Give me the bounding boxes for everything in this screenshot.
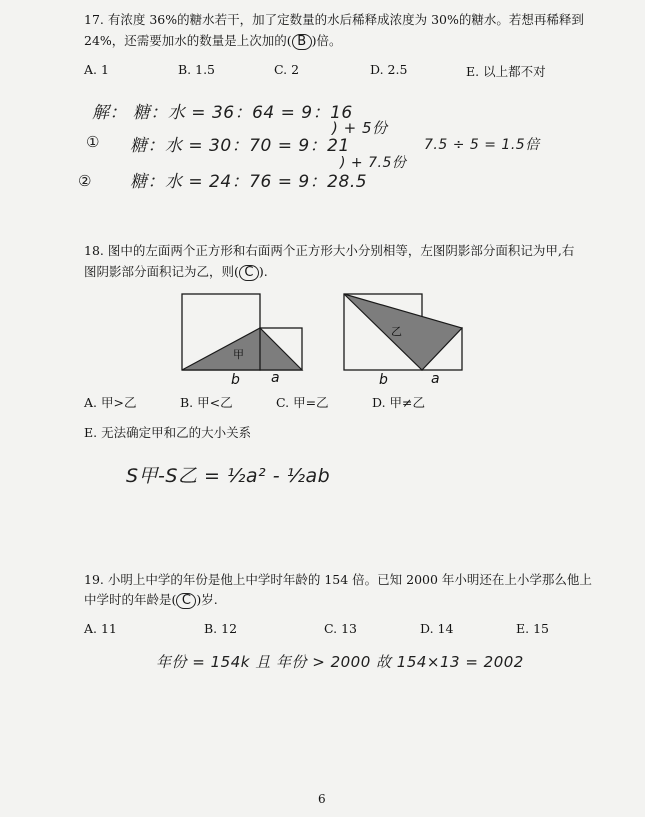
q17-work-mark2: ② xyxy=(78,172,92,190)
q18-option-a: A. 甲>乙 xyxy=(84,395,137,410)
q19-option-d: D. 14 xyxy=(420,621,454,636)
q17-option-b: B. 1.5 xyxy=(178,62,216,77)
left-label-a: a xyxy=(271,370,280,386)
q17-work-mark1: ① xyxy=(86,133,100,151)
q17-line2-post: )倍。 xyxy=(311,33,342,48)
q19-line2-post: )岁. xyxy=(196,592,218,607)
right-label-a: a xyxy=(431,371,440,387)
q17-work-note1: ) + 5份 xyxy=(332,119,388,137)
q17-work-line1: 解： 糖：水 = 36：64 = 9：16 xyxy=(92,103,353,123)
q17-option-c: C. 2 xyxy=(274,62,300,77)
q17-work-line3: 糖：水 = 24：76 = 9：28.5 xyxy=(130,172,368,192)
q18-line2 xyxy=(84,262,268,281)
q17-line1: 17. 有浓度 36%的糖水若干，加了定数量的水后稀释成浓度为 30%的糖水。若想再稀释到 xyxy=(84,12,584,27)
q19-option-a: A. 11 xyxy=(84,621,117,636)
q17-option-a: A. 1 xyxy=(84,62,109,77)
right-shaded-label: 乙 xyxy=(391,325,402,338)
q17-work-line2: 糖：水 = 30：70 = 9：21 xyxy=(130,136,350,156)
q18-option-d: D. 甲≠乙 xyxy=(372,395,425,410)
q18-line2-post: ). xyxy=(258,264,268,279)
q18-line1: 18. 图中的左面两个正方形和右面两个正方形大小分别相等，左图阴影部分面积记为甲,右 xyxy=(84,243,575,258)
q18-figure-right xyxy=(337,290,472,390)
right-shaded-triangle xyxy=(344,294,462,370)
q18-figure-left xyxy=(175,290,315,390)
q17-option-d: D. 2.5 xyxy=(370,62,408,77)
left-label-b: b xyxy=(231,372,240,388)
q19-line2-pre: 中学时的年龄是( xyxy=(84,592,177,607)
q18-option-e: E. 无法确定甲和乙的大小关系 xyxy=(84,425,252,440)
q19-line1: 19. 小明上中学的年份是他上中学时年龄的 154 倍。已知 2000 年小明还在上小学那么他上 xyxy=(84,572,592,587)
q19-line2 xyxy=(84,590,218,609)
q19-option-e: E. 15 xyxy=(516,621,549,636)
q18-option-c: C. 甲=乙 xyxy=(276,395,329,410)
q19-answer: C xyxy=(176,593,196,609)
q18-answer: C xyxy=(239,265,259,281)
q18-option-b: B. 甲<乙 xyxy=(180,395,233,410)
page-number: 6 xyxy=(318,792,326,806)
q19-option-b: B. 12 xyxy=(204,621,238,636)
q19-option-c: C. 13 xyxy=(324,621,357,636)
q18-line2-pre: 图阴影部分面积记为乙，则( xyxy=(84,264,239,279)
q18-work: S甲-S乙 = ½a² - ½ab xyxy=(126,465,331,487)
q17-line2-pre: 24%，还需要加水的数量是上次加的( xyxy=(84,33,292,48)
right-label-b: b xyxy=(379,372,388,388)
q17-work-note2: ) + 7.5份 xyxy=(340,155,407,171)
left-shaded-label: 甲 xyxy=(233,348,244,361)
q17-answer: B xyxy=(292,34,312,50)
q17-line2 xyxy=(84,31,342,50)
q19-work: 年份 = 154k 且 年份 > 2000 故 154×13 = 2002 xyxy=(156,653,524,671)
q17-work-side: 7.5 ÷ 5 = 1.5倍 xyxy=(424,137,540,153)
q17-option-e: E. 以上都不对 xyxy=(466,64,546,79)
